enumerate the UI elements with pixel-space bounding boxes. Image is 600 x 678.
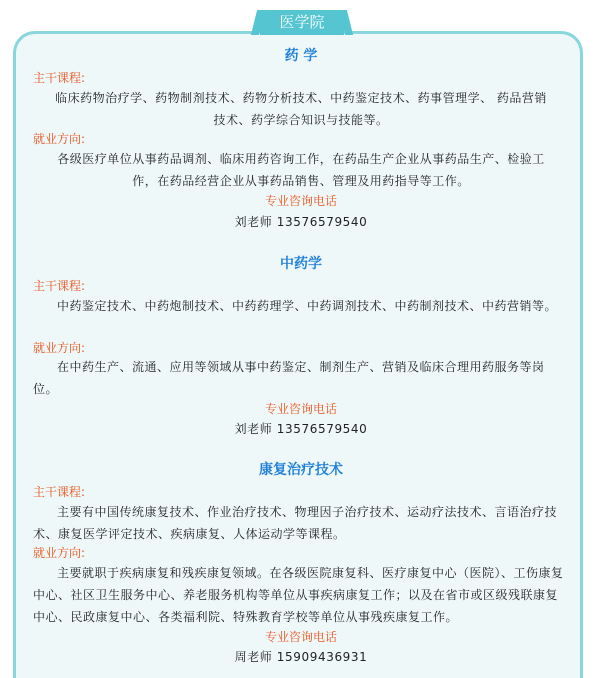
career-label: 就业方向:: [33, 341, 86, 355]
career-label: 就业方向:: [33, 132, 86, 146]
major-title-rehabilitation: 康复治疗技术: [259, 462, 343, 478]
courses-label: 主干课程:: [33, 279, 86, 293]
career-text: 主要就职于疾病康复和残疾康复领域。在各级医院康复科、医疗康复中心（医院）、工伤康复中心、社区卫生服务中心、养老服务机构等单位从事疾病康复工作；以及在省市或区级残联康复中心、民政康复中心、各类福利院、特殊教育学校等单位从事残疾康复工作。: [33, 566, 564, 624]
courses-label: 主干课程:: [33, 485, 86, 499]
courses-label: 主干课程:: [33, 71, 86, 85]
phone-label: 专业咨询电话: [264, 194, 337, 208]
phone-value: 刘老师 13576579540: [234, 422, 368, 436]
courses-text: 中药鉴定技术、中药炮制技术、中药药理学、中药调剂技术、中药制剂技术、中药营销等。: [57, 299, 558, 313]
courses-text: 临床药物治疗学、药物制剂技术、药物分析技术、中药鉴定技术、药事管理学、 药品营销技术、药学综合知识与技能等。: [55, 91, 547, 127]
phone-value: 刘老师 13576579540: [234, 215, 368, 229]
career-text: 在中药生产、流通、应用等领域从事中药鉴定、制剂生产、营销及临床合理用药服务等岗位。: [33, 360, 545, 396]
content-card: [13, 31, 583, 678]
major-title-pharmacy: 药 学: [284, 48, 318, 64]
phone-label: 专业咨询电话: [264, 402, 337, 416]
major-title-tcm-pharmacy: 中药学: [280, 256, 322, 272]
phone-label: 专业咨询电话: [264, 630, 337, 644]
phone-value: 周老师 15909436931: [234, 650, 368, 664]
career-text: 各级医疗单位从事药品调剂、临床用药咨询工作，在药品生产企业从事药品生产、检验工作，在药品经营企业从事药品销售、管理及用药指导等工作。: [57, 152, 545, 188]
career-label: 就业方向:: [33, 546, 86, 560]
school-tab: [260, 10, 344, 35]
school-tab-label: 医学院: [279, 13, 325, 31]
courses-text: 主要有中国传统康复技术、作业治疗技术、物理因子治疗技术、运动疗法技术、言语治疗技术、康复医学评定技术、疾病康复、人体运动学等课程。: [33, 505, 558, 541]
